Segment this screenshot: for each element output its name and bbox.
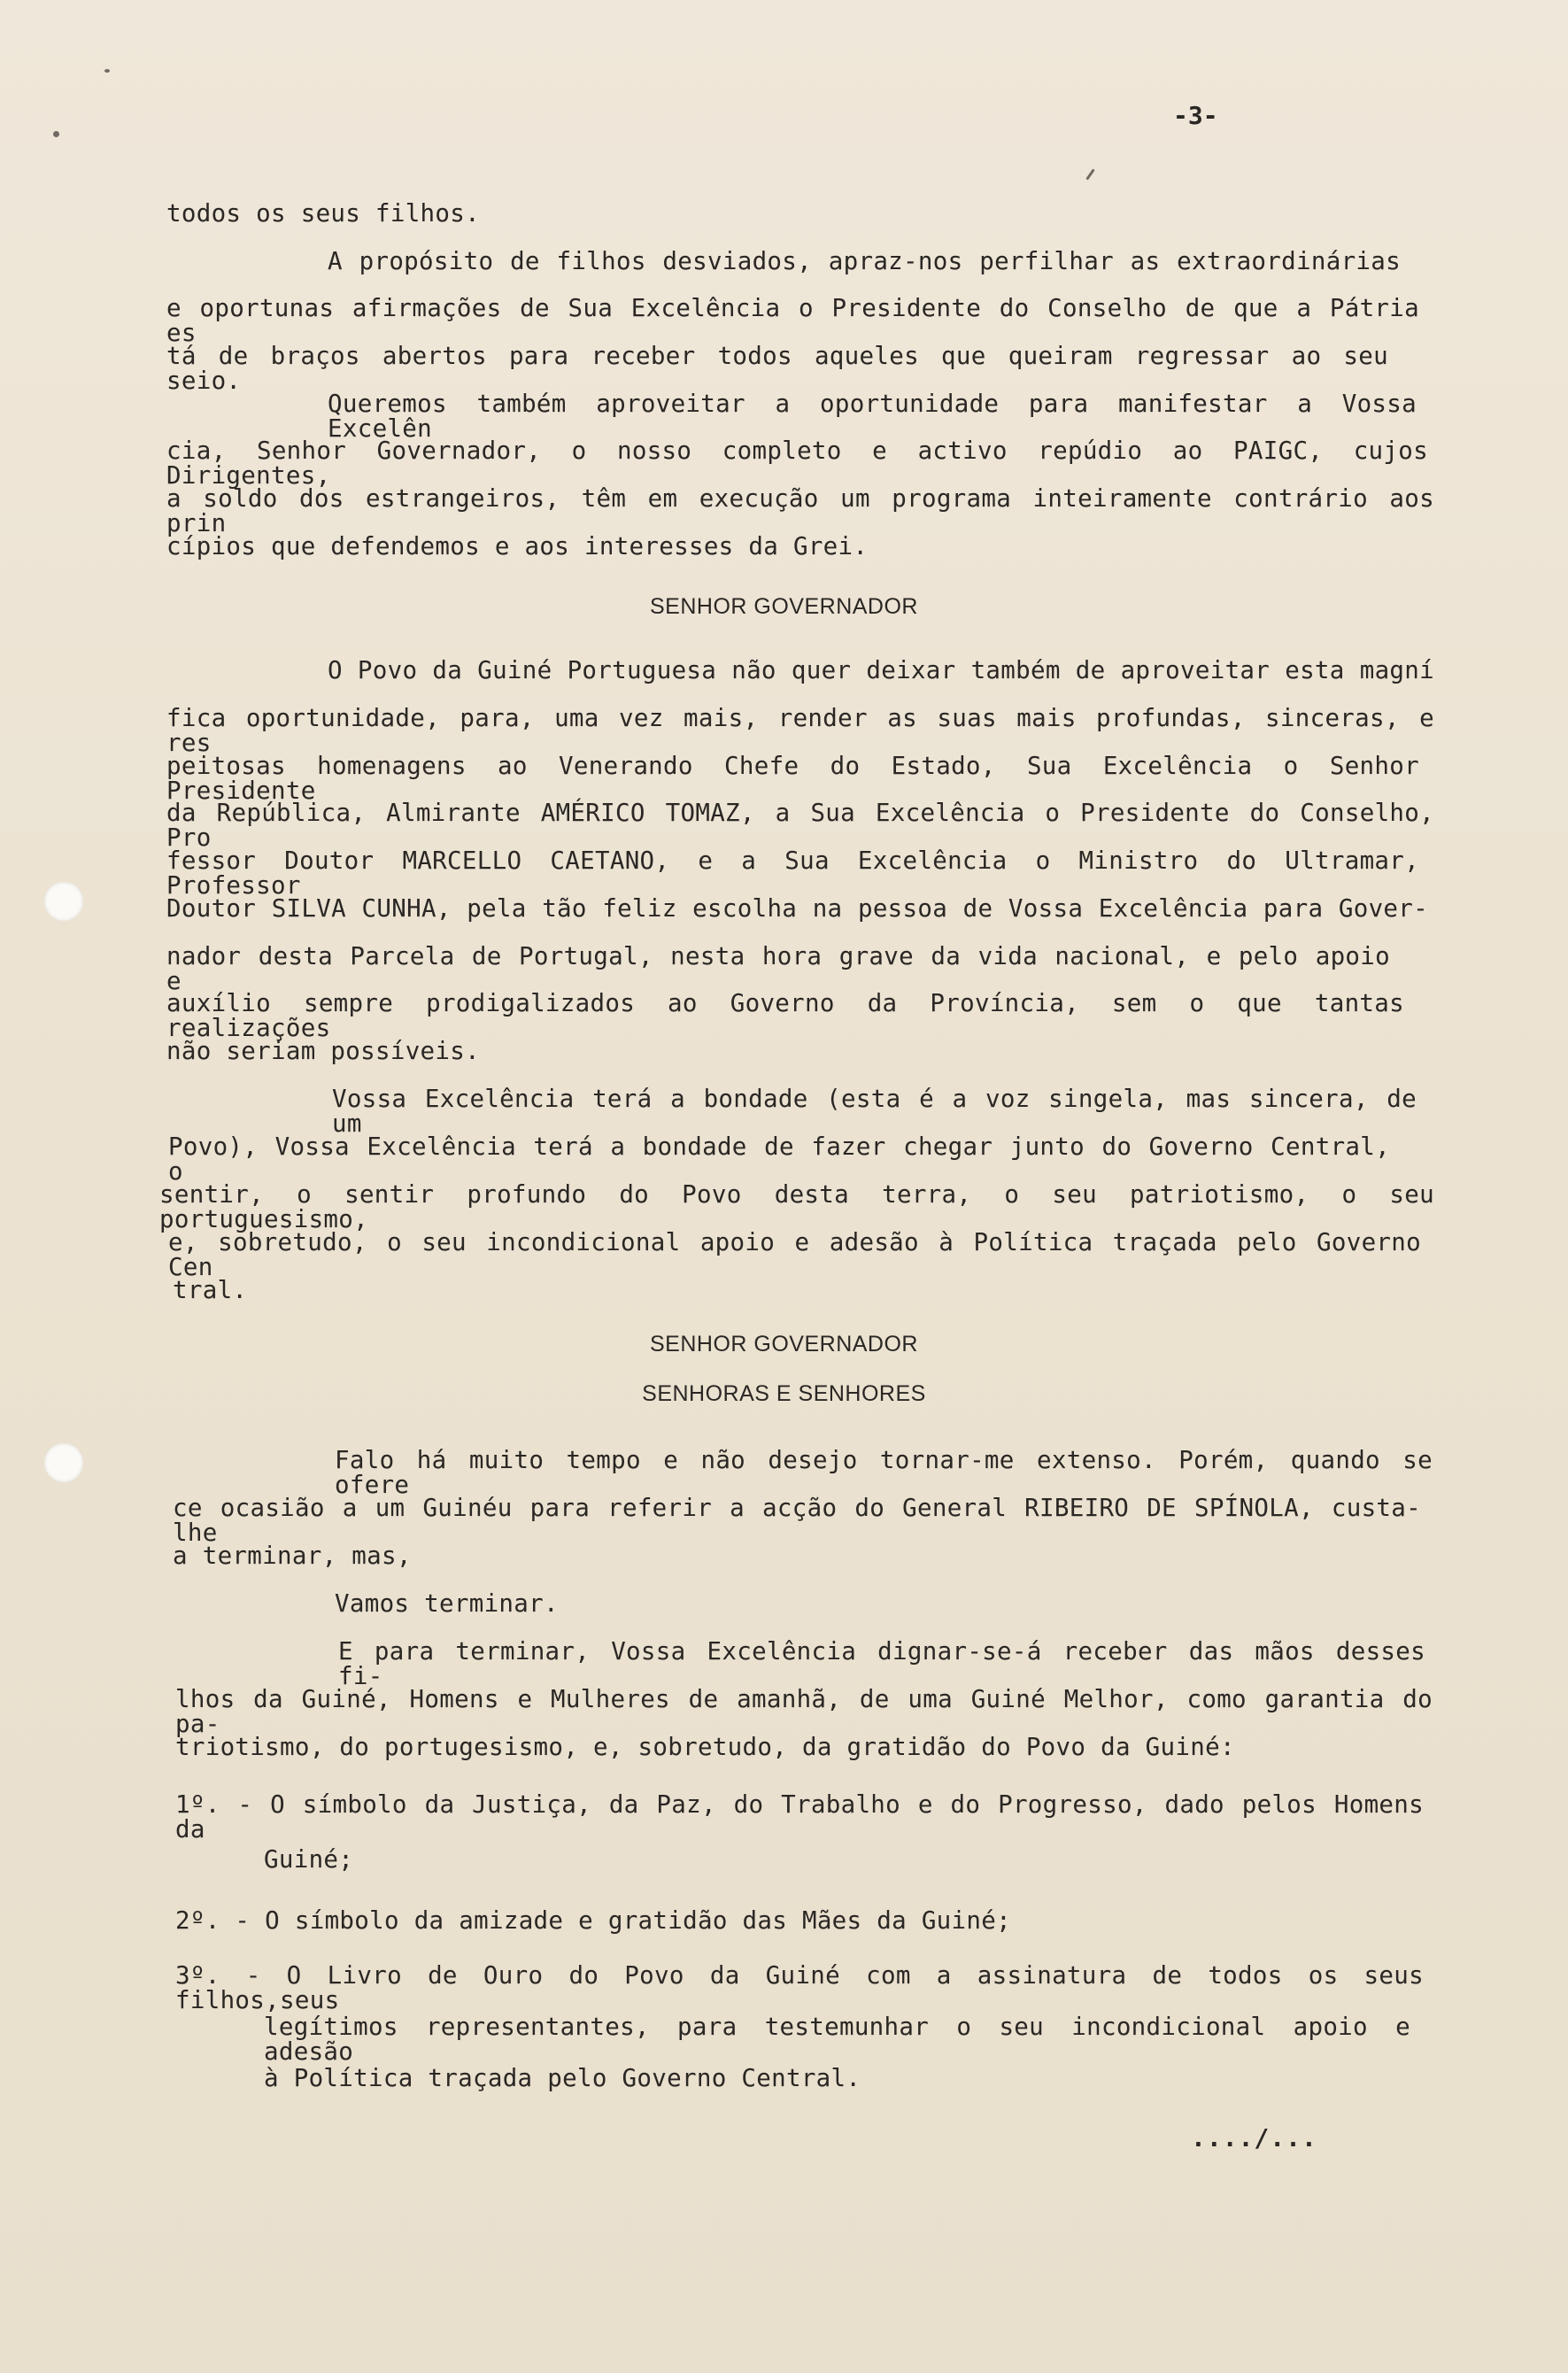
text-line-21: e, sobretudo, o seu incondicional apoio e adesão à Política traçada pelo Governo Cen bbox=[168, 1228, 1421, 1281]
text-line-29: triotismo, do portugesismo, e, sobretudo, da gratidão do Povo da Guiné: bbox=[175, 1733, 1235, 1761]
text-line-20: sentir, o sentir profundo do Povo desta terra, o seu patriotismo, o seu portuguesismo, bbox=[159, 1180, 1434, 1233]
section-heading-1: SENHOR GOVERNADOR bbox=[650, 594, 918, 619]
text-line-12: da República, Almirante AMÉRICO TOMAZ, a Sua Excelência o Presidente do Conselho, Pro bbox=[166, 799, 1434, 852]
text-line-18: Vossa Excelência terá a bondade (esta é a voz singela, mas sincera, de um bbox=[332, 1085, 1417, 1138]
text-line-26: Vamos terminar. bbox=[335, 1589, 559, 1618]
text-line-15: nador desta Parcela de Portugal, nesta hora grave da vida nacional, e pelo apoio e bbox=[166, 942, 1390, 995]
punch-hole-top bbox=[44, 882, 83, 921]
text-line-19: Povo), Vossa Excelência terá a bondade de fazer chegar junto do Governo Central, o bbox=[168, 1132, 1390, 1186]
text-line-16: auxílio sempre prodigalizados ao Governo da Província, sem o que tantas realizações bbox=[166, 989, 1404, 1042]
text-line-8: cípios que defendemos e aos interesses da Grei. bbox=[166, 532, 869, 560]
text-line-27: E para terminar, Vossa Excelência dignar-se-á receber das mãos desses fi- bbox=[338, 1637, 1425, 1690]
continuation-mark: ..../... bbox=[1191, 2123, 1317, 2153]
section-heading-2: SENHOR GOVERNADOR bbox=[650, 1332, 918, 1357]
text-line-13: fessor Doutor MARCELLO CAETANO, e a Sua Excelência o Ministro do Ultramar, Professor bbox=[166, 846, 1419, 900]
text-line-25: a terminar, mas, bbox=[173, 1542, 412, 1570]
text-line-1: todos os seus filhos. bbox=[166, 199, 480, 228]
text-line-32: 2º. - O símbolo da amizade e gratidão das Mães da Guiné; bbox=[175, 1906, 1011, 1935]
page-number: -3- bbox=[1173, 101, 1218, 130]
text-line-4: tá de braços abertos para receber todos aqueles que queiram regressar ao seu seio. bbox=[166, 342, 1388, 395]
text-line-31: Guiné; bbox=[264, 1845, 354, 1874]
text-line-23: Falo há muito tempo e não desejo tornar-me extenso. Porém, quando se ofere bbox=[335, 1446, 1433, 1499]
text-line-9: O Povo da Guiné Portuguesa não quer deixar também de aproveitar esta magní bbox=[328, 656, 1434, 684]
text-line-24: ce ocasião a um Guinéu para referir a acção do General RIBEIRO DE SPÍNOLA, custa-lhe bbox=[173, 1494, 1421, 1547]
paper-speck bbox=[104, 69, 110, 73]
text-line-30: 1º. - O símbolo da Justiça, da Paz, do Trabalho e do Progresso, dado pelos Homens da bbox=[175, 1790, 1424, 1844]
paper-speck bbox=[1085, 168, 1094, 180]
punch-hole-bottom bbox=[44, 1443, 83, 1482]
text-line-22: tral. bbox=[173, 1276, 248, 1304]
text-line-35: à Política traçada pelo Governo Central. bbox=[264, 2064, 861, 2092]
text-line-17: não seriam possíveis. bbox=[166, 1037, 480, 1065]
section-heading-3: SENHORAS E SENHORES bbox=[642, 1381, 926, 1406]
text-line-6: cia, Senhor Governador, o nosso completo e activo repúdio ao PAIGC, cujos Dirigentes, bbox=[166, 437, 1428, 490]
text-line-33: 3º. - O Livro de Ouro do Povo da Guiné com a assinatura de todos os seus filhos,seus bbox=[175, 1961, 1424, 2014]
text-line-10: fica oportunidade, para, uma vez mais, render as suas mais profundas, sinceras, e res bbox=[166, 704, 1434, 757]
text-line-5: Queremos também aproveitar a oportunidade para manifestar a Vossa Excelên bbox=[328, 390, 1417, 443]
text-line-34: legítimos representantes, para testemunhar o seu incondicional apoio e adesão bbox=[264, 2013, 1410, 2066]
text-line-2: A propósito de filhos desviados, apraz-nos perfilhar as extraordinárias bbox=[328, 247, 1401, 275]
text-line-7: a soldo dos estrangeiros, têm em execução um programa inteiramente contrário aos prin bbox=[166, 484, 1434, 537]
text-line-28: lhos da Guiné, Homens e Mulheres de amanhã, de uma Guiné Melhor, como garantia do pa- bbox=[175, 1685, 1433, 1738]
paper-speck bbox=[53, 131, 59, 137]
text-line-3: e oportunas afirmações de Sua Excelência o Presidente do Conselho de que a Pátria es bbox=[166, 294, 1419, 347]
text-line-14: Doutor SILVA CUNHA, pela tão feliz escolha na pessoa de Vossa Excelência para Gover- bbox=[166, 894, 1428, 923]
text-line-11: peitosas homenagens ao Venerando Chefe do Estado, Sua Excelência o Senhor Presidente bbox=[166, 752, 1419, 805]
